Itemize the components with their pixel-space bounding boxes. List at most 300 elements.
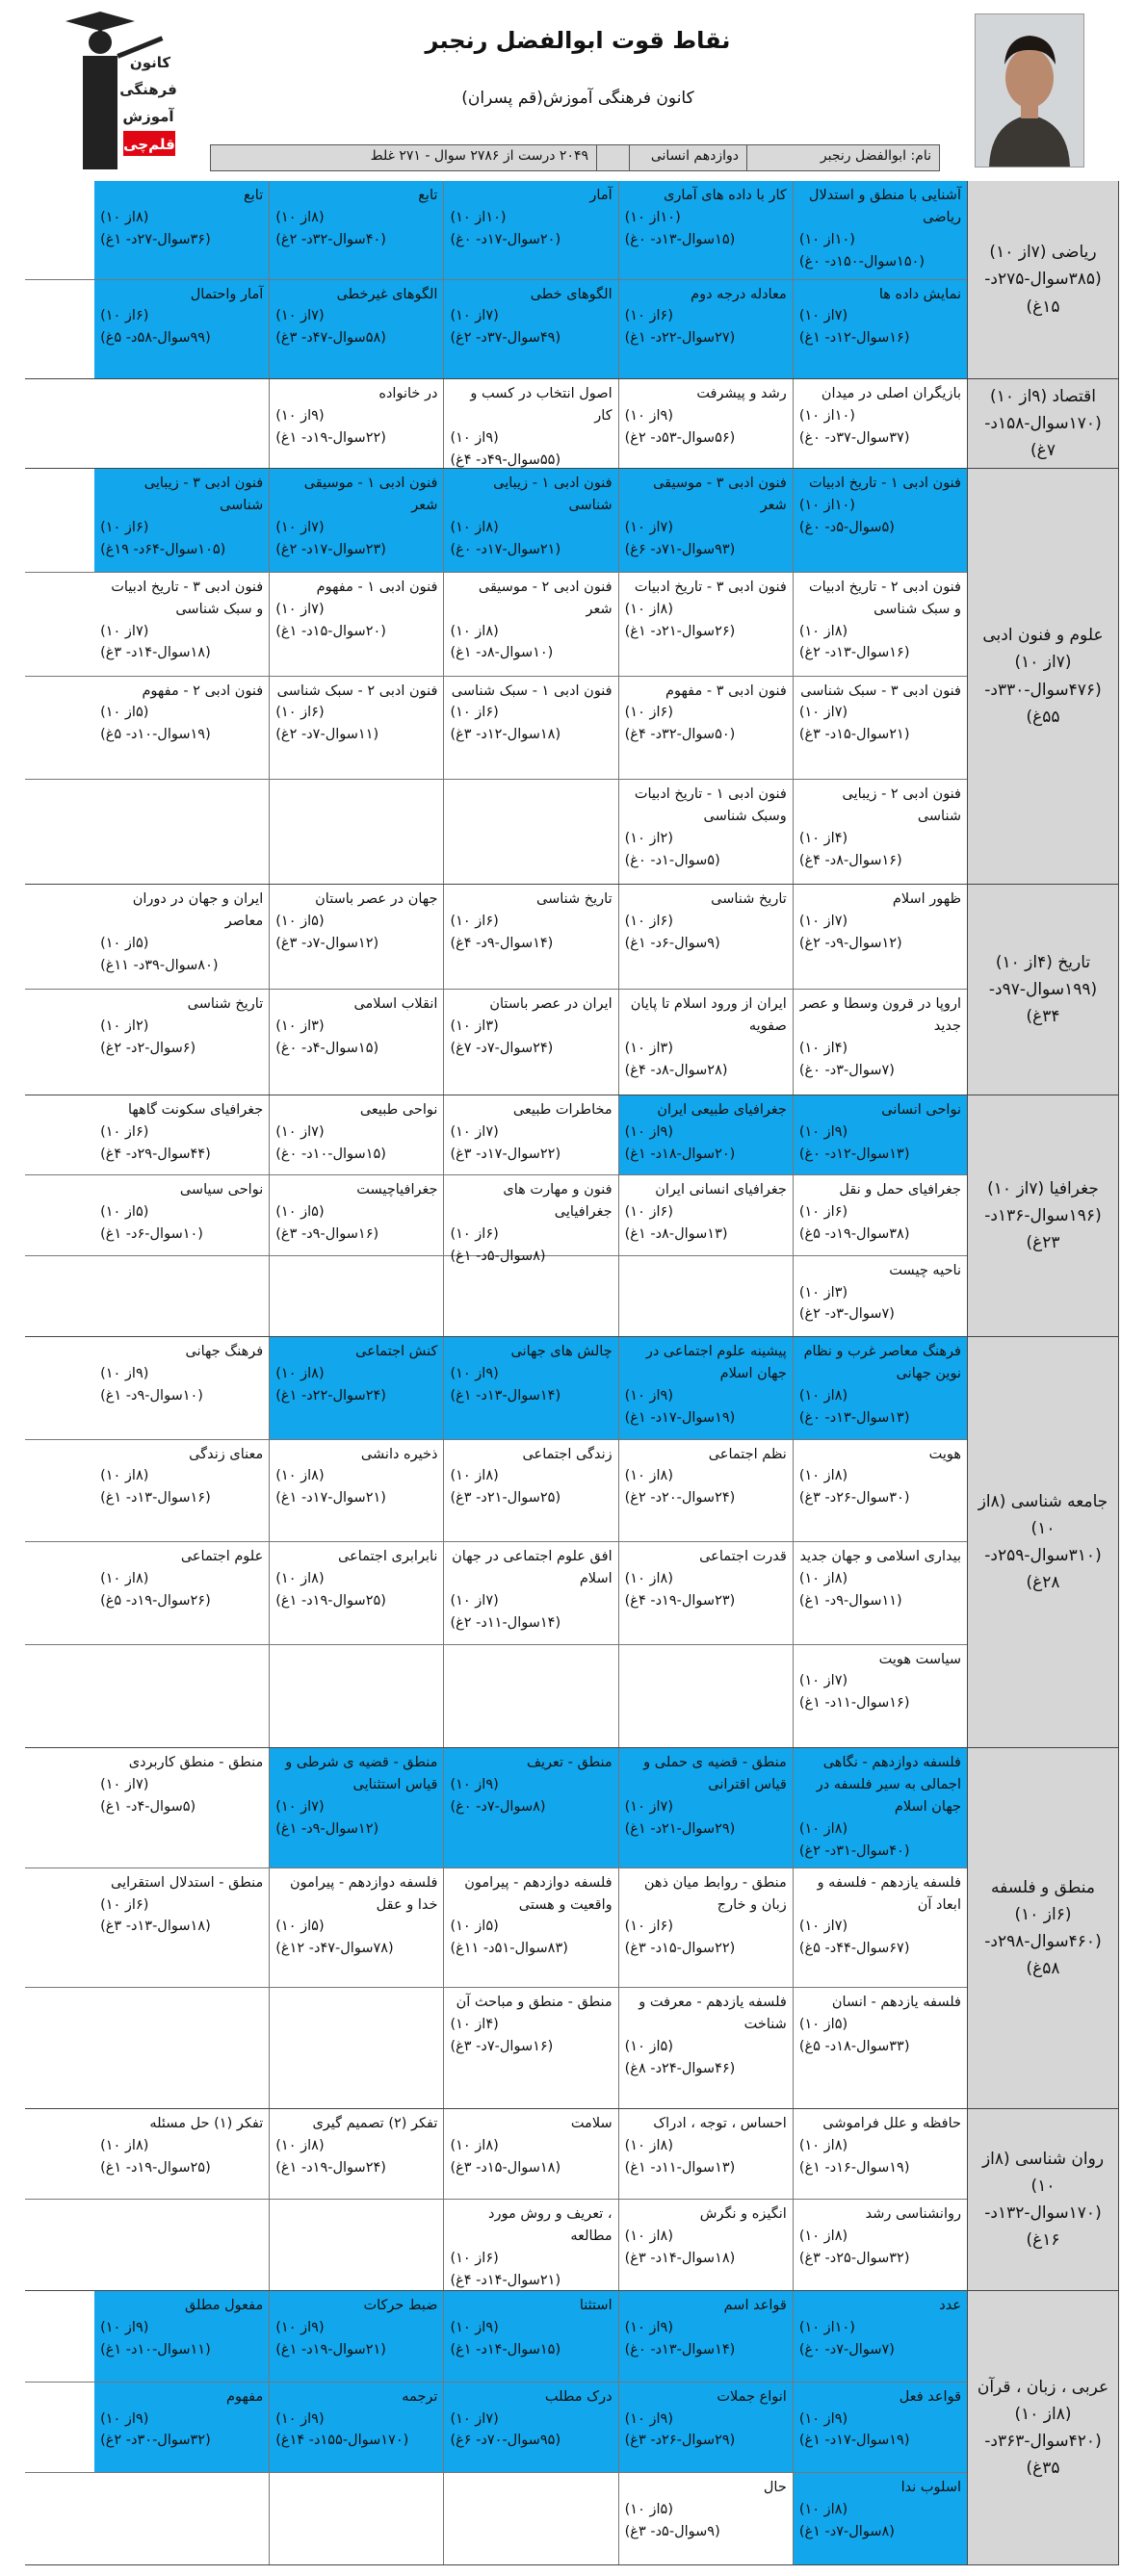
topic-stats: (۱۰سوال-۹د- ۱غ) xyxy=(100,1387,203,1404)
topic-score: (۸از ۱۰) xyxy=(798,2137,848,2153)
topic-score: (۹از ۱۰) xyxy=(624,1387,673,1404)
topic-row xyxy=(25,1440,967,1543)
topic-score: (۳از ۱۰) xyxy=(798,1284,848,1301)
topic-cell xyxy=(443,379,617,468)
topic-stats: (۱۹سوال-۱۷د- ۱غ) xyxy=(624,1409,736,1426)
topic-cell xyxy=(94,2291,269,2382)
topic-cell xyxy=(269,1748,443,1868)
topic-stats: (۲۵سوال-۱۹د- ۱غ) xyxy=(275,1592,386,1609)
topic-row xyxy=(25,573,967,677)
topic-name: تفکر (۱) حل مسئله xyxy=(149,2116,264,2131)
topic-name: پیشینه علوم اجتماعی در جهان اسلام xyxy=(645,1344,787,1381)
topic-score: (۹از ۱۰) xyxy=(450,429,499,446)
subject-label xyxy=(967,379,1119,468)
topic-stats: (۴۴سوال-۲۹د- ۴غ) xyxy=(100,1146,211,1162)
topic-row xyxy=(25,1175,967,1265)
topic-stats: (۱۲سوال-۹د- ۲غ) xyxy=(798,935,902,951)
topic-score: (۶از ۱۰) xyxy=(624,308,673,324)
topic-score: (۹از ۱۰) xyxy=(275,2410,325,2427)
logo-line-1: کانون xyxy=(129,54,171,71)
topic-name: منطق - تعریف xyxy=(526,1755,613,1770)
subject-label-line: (۳۱۰سوال-۲۵۹د- xyxy=(984,1546,1102,1565)
topic-stats: (۱۵سوال-۱۴د- ۱غ) xyxy=(450,2341,561,2357)
topic-score: (۴از ۱۰) xyxy=(798,831,848,847)
topic-score: (۶از ۱۰) xyxy=(450,1226,499,1243)
topic-name: الگوهای غیرخطی xyxy=(336,286,438,302)
topic-name: احساس ، توجه ، ادراک xyxy=(653,2116,787,2131)
logo-line-4: قلم‌چی xyxy=(123,136,175,153)
topic-score: (۳از ۱۰) xyxy=(450,1018,499,1034)
topic-stats: (۴۹سوال-۳۷د- ۲غ) xyxy=(450,330,561,347)
topic-score: (۹از ۱۰) xyxy=(450,1365,499,1381)
subject-label-line: جامعه شناسی (۸از ۱۰) xyxy=(978,1491,1108,1538)
topic-name: نواحی سیاسی xyxy=(179,1182,264,1198)
topic-cell xyxy=(793,573,967,676)
topic-stats: (۲۱سوال-۱۵د- ۳غ) xyxy=(798,727,910,743)
topic-name: سیاست هویت xyxy=(878,1651,961,1667)
topic-stats: (۱۰سوال-۸د- ۱غ) xyxy=(450,645,554,661)
topic-name: فرهنگ جهانی xyxy=(185,1344,264,1359)
subject-topics xyxy=(25,1748,967,2108)
subject-block xyxy=(25,1095,1119,1337)
topic-stats: (۲۰سوال-۱۵د- ۱غ) xyxy=(275,623,386,639)
topic-stats: (۱۴سوال-۱۱د- ۲غ) xyxy=(450,1614,561,1631)
topic-score: (۷از ۱۰) xyxy=(624,1798,673,1815)
topic-stats: (۲۴سوال-۷د- ۷غ) xyxy=(450,1040,554,1056)
topic-stats: (۲۶سوال-۱۹د- ۵غ) xyxy=(100,1592,211,1609)
topic-name: فنون ادبی ۲ - زیبایی شناسی xyxy=(842,786,961,825)
topic-row xyxy=(25,181,967,280)
topic-name: ایران در عصر باستان xyxy=(489,996,613,1012)
topic-stats: (۸سوال-۷د- ۱غ) xyxy=(798,2524,895,2540)
topic-stats: (۷سوال-۷د- ۰غ) xyxy=(798,2341,895,2357)
topic-cell xyxy=(94,1256,269,1336)
subject-topics xyxy=(25,2291,967,2564)
topic-stats: (۱۹سوال-۱۷د- ۱غ) xyxy=(798,2433,910,2449)
topic-name: روانشناسی رشد xyxy=(865,2206,961,2222)
topic-name: هویت xyxy=(928,1446,961,1462)
topic-score: (۷از ۱۰) xyxy=(100,623,149,639)
subject-block xyxy=(25,181,1119,379)
topic-name: حال xyxy=(763,2480,787,2496)
topic-cell xyxy=(269,379,443,468)
topic-cell xyxy=(618,1256,793,1336)
topic-stats: (۱۶سوال-۱۱د- ۱غ) xyxy=(798,1695,910,1712)
topic-cell xyxy=(793,1095,967,1174)
topic-cell xyxy=(269,2291,443,2382)
topic-row xyxy=(25,780,967,884)
topic-stats: (۲۳سوال-۱۹د- ۴غ) xyxy=(624,1592,736,1609)
topic-row xyxy=(25,379,967,468)
topic-name: رشد و پیشرفت xyxy=(696,386,787,401)
topic-score: (۲از ۱۰) xyxy=(624,831,673,847)
topic-cell xyxy=(94,1542,269,1644)
topic-stats: (۴۰سوال-۳۱د- ۲غ) xyxy=(798,1842,910,1859)
topic-score: (۸از ۱۰) xyxy=(798,2502,848,2518)
topic-name: ضبط حرکات xyxy=(363,2298,438,2313)
topic-score: (۶از ۱۰) xyxy=(100,308,149,324)
topic-stats: (۱۵۰سوال-۱۵۰د- ۰غ) xyxy=(798,253,925,270)
topic-cell xyxy=(793,1645,967,1748)
topic-cell xyxy=(793,1542,967,1644)
topic-score: (۸از ۱۰) xyxy=(798,623,848,639)
topic-stats: (۵سوال-۵د- ۰غ) xyxy=(798,519,895,535)
subject-label xyxy=(967,181,1119,378)
topic-cell xyxy=(618,2291,793,2382)
topic-score: (۹از ۱۰) xyxy=(100,2319,149,2335)
topic-score: (۹از ۱۰) xyxy=(450,2319,499,2335)
topic-name: چالش های جهانی xyxy=(510,1344,613,1359)
topic-name: نابرابری اجتماعی xyxy=(338,1549,438,1564)
topic-cell xyxy=(793,1988,967,2108)
student-grade: دوازدهم انسانی xyxy=(629,145,746,170)
topic-name: فنون و مهارت های جغرافیایی xyxy=(503,1182,613,1221)
topic-cell xyxy=(269,2473,443,2564)
topic-name: فلسفه دوازدهم - پیرامون خدا و عقل xyxy=(290,1874,438,1913)
total-score: ۲۰۴۹ درست از ۲۷۸۶ سوال - ۲۷۱ غلط xyxy=(370,148,588,164)
topic-cell xyxy=(94,280,269,379)
topic-name: معنای زندگی xyxy=(189,1446,264,1462)
topic-score: (۷از ۱۰) xyxy=(798,913,848,929)
topic-cell xyxy=(618,780,793,884)
topic-score: (۸از ۱۰) xyxy=(624,1468,673,1484)
topic-row xyxy=(25,677,967,781)
topic-score: (۸از ۱۰) xyxy=(798,2228,848,2244)
subject-label-line: (۱۷۰سوال-۱۵۸د- ۷غ) xyxy=(984,413,1102,461)
topic-name: منطق - قضیه ی حملی و قیاس اقترانی xyxy=(643,1755,787,1792)
topic-stats: (۸۰سوال-۳۹د- ۱۱غ) xyxy=(100,957,219,973)
topic-name: فنون ادبی ۳ - سبک شناسی xyxy=(800,683,961,699)
topic-score: (۴از ۱۰) xyxy=(798,1040,848,1056)
topic-name: علوم اجتماعی xyxy=(180,1549,264,1564)
topic-stats: (۳۲سوال-۲۵د- ۳غ) xyxy=(798,2250,910,2266)
topic-cell xyxy=(618,379,793,468)
subject-block xyxy=(25,1748,1119,2109)
topic-stats: (۱۳سوال-۱۱د- ۱غ) xyxy=(624,2159,736,2176)
topic-score: (۸از ۱۰) xyxy=(624,601,673,617)
topic-cell xyxy=(94,1868,269,1988)
topic-name: اصول انتخاب در کسب و کار xyxy=(470,386,613,424)
topic-cell xyxy=(793,1337,967,1439)
topic-score: (۹از ۱۰) xyxy=(798,1123,848,1140)
topic-cell xyxy=(94,2200,269,2290)
topic-cell xyxy=(443,1256,617,1336)
topic-cell xyxy=(443,1542,617,1644)
topic-name: کار با داده های آماری xyxy=(664,188,787,203)
topic-name: منطق - قضیه ی شرطی و قیاس استثنایی xyxy=(285,1755,438,1792)
student-avatar-icon xyxy=(976,14,1083,167)
topic-cell xyxy=(269,885,443,989)
topic-stats: (۲۳سوال-۱۷د- ۲غ) xyxy=(275,541,386,557)
topic-score: (۹از ۱۰) xyxy=(100,2410,149,2427)
topic-name: جغرافیای انسانی ایران xyxy=(655,1182,787,1198)
topic-name: فنون ادبی ۳ - تاریخ ادبیات xyxy=(634,579,787,595)
subject-label-line: ۱۶غ) xyxy=(1026,2230,1060,2251)
topic-cell xyxy=(793,1440,967,1542)
topic-cell xyxy=(269,181,443,279)
topic-stats: (۱۵سوال-۴د- ۰غ) xyxy=(275,1040,379,1056)
topic-cell xyxy=(793,990,967,1095)
topic-name: قواعد فعل xyxy=(899,2388,961,2405)
topic-score: (۹از ۱۰) xyxy=(624,2410,673,2427)
subject-block xyxy=(25,469,1119,885)
topic-name: فلسفه دوازدهم - پیرامون واقعیت و هستی xyxy=(464,1874,613,1913)
topic-name: تاریخ شناسی xyxy=(535,891,613,907)
topic-cell xyxy=(269,2383,443,2473)
report-subtitle: کانون فرهنگی آموزش(قم پسران) xyxy=(461,89,694,108)
topic-name: جهان در عصر باستان xyxy=(315,891,438,907)
topic-name: آمار xyxy=(589,188,613,203)
topic-name: فنون ادبی ۱ - سبک شناسی xyxy=(451,683,613,699)
subject-label-line: جغرافیا (۷از ۱۰) xyxy=(987,1178,1099,1198)
topic-stats: (۳۶سوال-۲۷د- ۱غ) xyxy=(100,231,211,247)
topic-stats: (۲۴سوال-۲۲د- ۱غ) xyxy=(275,1387,386,1404)
topic-stats: (۲۲سوال-۱۷د- ۳غ) xyxy=(450,1146,561,1162)
topic-cell xyxy=(94,990,269,1095)
topic-name: قدرت اجتماعی xyxy=(699,1549,787,1564)
topic-score: (۸از ۱۰) xyxy=(624,1570,673,1586)
topic-stats: (۱۶سوال-۸د- ۴غ) xyxy=(798,852,902,868)
topic-stats: (۲۱سوال-۱۴د- ۴غ) xyxy=(450,2272,561,2288)
topic-cell xyxy=(94,780,269,884)
topic-name: عدد xyxy=(939,2298,961,2313)
topic-cell xyxy=(269,1256,443,1336)
topic-name: اروپا در قرون وسطا و عصر جدید xyxy=(799,996,961,1034)
topic-name: منطق - استدلال استقرایی xyxy=(111,1874,264,1891)
topic-cell xyxy=(618,1095,793,1174)
subject-label-line: ۲۸غ) xyxy=(1026,1573,1060,1593)
subject-label-line: (۱۹۶سوال-۱۳۶د- xyxy=(984,1205,1102,1225)
topic-cell xyxy=(793,2291,967,2382)
topic-score: (۸از ۱۰) xyxy=(624,2228,673,2244)
topic-cell xyxy=(618,2383,793,2473)
topic-stats: (۱۶سوال-۱۲د- ۱غ) xyxy=(798,330,910,347)
topic-stats: (۲۷سوال-۲۲د- ۱غ) xyxy=(624,330,736,347)
topic-score: (۹از ۱۰) xyxy=(450,1776,499,1792)
topic-name: مفعول مطلق xyxy=(184,2298,264,2313)
topic-row xyxy=(25,469,967,573)
subject-block xyxy=(25,2291,1119,2565)
topic-stats: (۵۸سوال-۴۷د- ۳غ) xyxy=(275,330,386,347)
kanoon-logo-icon xyxy=(62,10,179,175)
topic-cell xyxy=(94,2383,269,2473)
topic-cell xyxy=(793,280,967,379)
topic-score: (۸از ۱۰) xyxy=(275,1570,325,1586)
topic-name: فرهنگ معاصر غرب و نظام نوین جهانی xyxy=(803,1344,961,1381)
topic-cell xyxy=(793,2200,967,2290)
topic-score: (۷از ۱۰) xyxy=(450,2410,499,2427)
topic-stats: (۲۱سوال-۱۹د- ۱غ) xyxy=(275,2341,386,2357)
topic-stats: (۳۰سوال-۲۶د- ۳غ) xyxy=(798,1490,910,1507)
subject-label-line: (۴۶۰سوال-۲۹۸د- xyxy=(984,1932,1102,1951)
topic-cell xyxy=(443,1645,617,1748)
topic-name: فنون ادبی ۱ - زیبایی شناسی xyxy=(493,476,613,513)
topic-score: (۵از ۱۰) xyxy=(100,705,149,721)
topic-name: تابع xyxy=(244,188,264,203)
topic-score: (۹از ۱۰) xyxy=(100,1365,149,1381)
topic-cell xyxy=(269,1095,443,1174)
topic-cell xyxy=(618,1748,793,1868)
topic-cell xyxy=(443,2383,617,2473)
topic-cell xyxy=(443,780,617,884)
topic-cell xyxy=(443,1175,617,1265)
topic-stats: (۲۵سوال-۱۹د- ۱غ) xyxy=(100,2159,211,2176)
subject-label xyxy=(967,1095,1119,1336)
topic-cell xyxy=(793,2383,967,2473)
topic-score: (۷از ۱۰) xyxy=(100,1776,149,1792)
topic-stats: (۱۴سوال-۱۳د- ۱غ) xyxy=(450,1387,561,1404)
topic-stats: (۲۲سوال-۱۹د- ۱غ) xyxy=(275,429,386,446)
topic-score: (۶از ۱۰) xyxy=(100,1123,149,1140)
topic-name: منطق - منطق و مباحث آن xyxy=(456,1995,613,2011)
topic-score: (۱۰از ۱۰) xyxy=(798,231,855,247)
topic-cell xyxy=(618,990,793,1095)
topic-name: نظم اجتماعی xyxy=(708,1446,787,1462)
topic-row xyxy=(25,2473,967,2564)
topic-score: (۵از ۱۰) xyxy=(450,1919,499,1935)
topic-name: فنون ادبی ۱ - مفهوم xyxy=(316,579,438,595)
topic-name: بازیگران اصلی در میدان xyxy=(821,386,961,401)
topic-name: فلسفه یازدهم - فلسفه و ابعاد آن xyxy=(817,1874,961,1913)
topic-cell xyxy=(269,1542,443,1644)
topic-cell xyxy=(618,1645,793,1748)
topic-cell xyxy=(269,469,443,572)
topic-cell xyxy=(269,280,443,379)
topic-name: منطق - منطق کاربردی xyxy=(128,1755,264,1770)
topic-score: (۹از ۱۰) xyxy=(624,1123,673,1140)
subject-topics xyxy=(25,1337,967,1747)
topic-name: بیداری اسلامی و جهان جدید xyxy=(799,1549,961,1564)
info-empty xyxy=(596,145,629,170)
topic-name: فنون ادبی ۲ - موسیقی شعر xyxy=(478,579,613,617)
report-header xyxy=(0,0,1121,183)
topic-score: (۹از ۱۰) xyxy=(275,2319,325,2335)
topic-score: (۶از ۱۰) xyxy=(798,1204,848,1221)
topic-stats: (۱۳سوال-۸د- ۱غ) xyxy=(624,1226,728,1243)
topic-stats: (۴۰سوال-۳۲د- ۲غ) xyxy=(275,231,386,247)
topic-score: (۶از ۱۰) xyxy=(275,705,325,721)
topic-cell xyxy=(269,2200,443,2290)
logo-line-2: فرهنگی xyxy=(119,81,177,98)
topic-cell xyxy=(94,1095,269,1174)
topic-name: فنون ادبی ۱ - تاریخ ادبیات xyxy=(809,476,961,491)
topic-score: (۵از ۱۰) xyxy=(275,1204,325,1221)
topic-name: ناحیه چیست xyxy=(889,1262,961,1278)
topic-stats: (۲۹سوال-۲۶د- ۳غ) xyxy=(624,2433,736,2449)
topic-stats: (۹سوال-۵د- ۳غ) xyxy=(624,2524,720,2540)
topic-cell xyxy=(443,280,617,379)
topic-name: ترجمه xyxy=(402,2388,438,2405)
topic-name: سلامت xyxy=(570,2116,613,2131)
topic-score: (۸از ۱۰) xyxy=(100,2137,149,2153)
subject-topics xyxy=(25,469,967,884)
topic-cell xyxy=(94,1748,269,1868)
topic-score: (۱۰از ۱۰) xyxy=(624,209,681,225)
topic-cell xyxy=(443,469,617,572)
topic-stats: (۵سوال-۴د- ۱غ) xyxy=(100,1798,196,1815)
topic-name: جغرافیاچیست xyxy=(356,1182,438,1198)
subject-label-line: علوم و فنون ادبی xyxy=(982,626,1104,646)
topic-stats: (۹۳سوال-۷۱د- ۶غ) xyxy=(624,541,736,557)
subject-label-line: عربی ، زبان ، قرآن xyxy=(977,2377,1109,2397)
topic-cell xyxy=(269,1868,443,1988)
topic-stats: (۳۸سوال-۱۹د- ۵غ) xyxy=(798,1226,910,1243)
subject-block xyxy=(25,1337,1119,1748)
topic-cell xyxy=(793,1868,967,1988)
topic-cell xyxy=(618,677,793,780)
topic-row xyxy=(25,2200,967,2290)
topic-cell xyxy=(793,379,967,468)
topic-cell xyxy=(443,1440,617,1542)
topic-name: فنون ادبی ۲ - سبک شناسی xyxy=(276,683,438,699)
topic-cell xyxy=(94,469,269,572)
topic-score: (۷از ۱۰) xyxy=(798,1919,848,1935)
topic-cell xyxy=(94,573,269,676)
topic-stats: (۱۶سوال-۱۳د- ۱غ) xyxy=(100,1490,211,1507)
topic-cell xyxy=(793,1175,967,1254)
topic-name: انواع جملات xyxy=(717,2388,787,2405)
subject-label-line: (۸از ۱۰) xyxy=(1014,2404,1072,2424)
topic-name: نواحی انسانی xyxy=(881,1102,961,1118)
topic-score: (۶از ۱۰) xyxy=(100,1896,149,1913)
topic-cell xyxy=(618,2200,793,2290)
topic-score: (۸از ۱۰) xyxy=(450,2137,499,2153)
topic-stats: (۷سوال-۳د- ۲غ) xyxy=(798,1306,895,1323)
subject-label-line: ۲۳غ) xyxy=(1026,1233,1060,1253)
topic-cell xyxy=(793,2109,967,2199)
topic-name: تابع xyxy=(418,188,438,203)
topic-score: (۷از ۱۰) xyxy=(450,308,499,324)
topic-name: جغرافیای طبیعی ایران xyxy=(657,1102,787,1118)
topic-stats: (۸سوال-۷د- ۰غ) xyxy=(450,1798,546,1815)
topic-name: ذخیره دانشی xyxy=(360,1446,438,1462)
topic-name: فلسفه یازدهم - انسان xyxy=(831,1995,961,2011)
topic-cell xyxy=(793,2473,967,2564)
topic-cell xyxy=(94,2109,269,2199)
topic-row xyxy=(25,2109,967,2200)
topic-score: (۷از ۱۰) xyxy=(798,705,848,721)
topic-cell xyxy=(793,780,967,884)
topic-name: ظهور اسلام xyxy=(892,891,961,907)
topic-score: (۱۰از ۱۰) xyxy=(798,497,855,513)
topic-cell xyxy=(94,379,269,468)
topic-score: (۷از ۱۰) xyxy=(275,1123,325,1140)
topic-stats: (۱۲سوال-۷د- ۳غ) xyxy=(275,935,379,951)
topic-score: (۵از ۱۰) xyxy=(100,1204,149,1221)
topic-stats: (۱۸سوال-۱۵د- ۳غ) xyxy=(450,2159,561,2176)
topic-cell xyxy=(94,1645,269,1748)
topic-stats: (۱۳سوال-۱۲د- ۰غ) xyxy=(798,1146,910,1162)
topic-score: (۴از ۱۰) xyxy=(450,2017,499,2033)
topic-score: (۷از ۱۰) xyxy=(450,1592,499,1609)
topic-cell xyxy=(618,2109,793,2199)
topic-stats: (۲۸سوال-۸د- ۴غ) xyxy=(624,1062,728,1078)
topic-name: جغرافیای سکونت گاهها xyxy=(127,1102,264,1118)
topic-cell xyxy=(618,1175,793,1254)
topic-score: (۸از ۱۰) xyxy=(275,1365,325,1381)
topic-stats: (۲۵سوال-۲۱د- ۳غ) xyxy=(450,1490,561,1507)
subject-block xyxy=(25,2109,1119,2291)
topic-name: تاریخ شناسی xyxy=(187,996,264,1012)
topic-name: مفهوم xyxy=(225,2388,264,2405)
topic-row xyxy=(25,280,967,379)
topic-score: (۶از ۱۰) xyxy=(450,705,499,721)
topic-name: استثنا xyxy=(579,2298,613,2313)
topic-cell xyxy=(443,2109,617,2199)
topic-name: کنش اجتماعی xyxy=(355,1344,438,1359)
topic-stats: (۱۶سوال-۱۳د- ۲غ) xyxy=(798,645,910,661)
topic-row xyxy=(25,1337,967,1440)
